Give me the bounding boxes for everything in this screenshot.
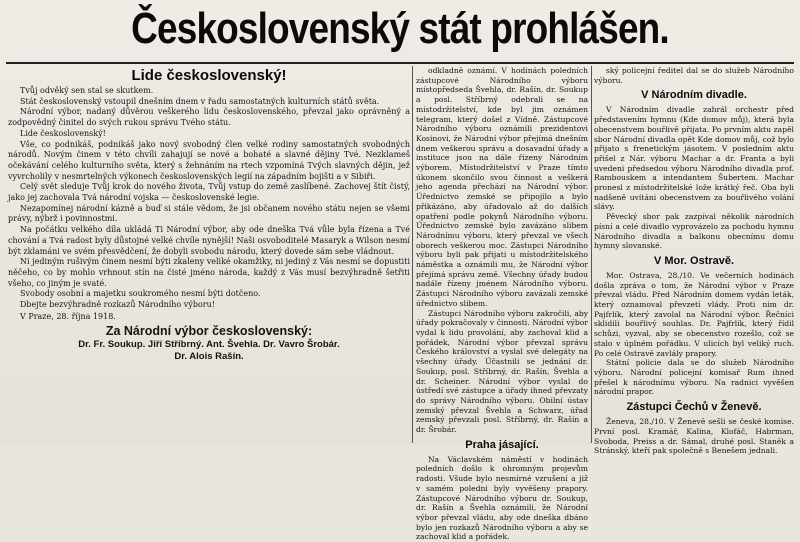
- column-divider: [591, 66, 592, 443]
- column-divider: [412, 66, 413, 443]
- proclamation-paragraph: Na počátku velkého díla ukládá Ti Národní výbor, aby ode dneška Tvá vůle byla řízena a Tvé chování a Tvá radost byly důstojné velké chvíle nynější! Naši osvoboditelé Masaryk a Wilson nesmí být zklamáni ve svém přesvědčení, že dobyli svobodu národu, který dovede sám sebe vládnout.: [8, 225, 410, 256]
- article-paragraph: odkladně oznámí. V hodinách poledních zástupcové Národního výboru místopředseda Švehla, dr. Rašín, dr. Soukup a posl. Stříbrný odebrali se na místodržitelství, kde byl jim oznámen telegram, který došel z Vídně. Zástupcové Národního výboru oznámili prezidentovi Kosinovi, že Národní výbor přejímá dnešním dnem veškerou správu a dosavadní úřady a instituce jsou na dále řízeny Národním výborem. Místodržitelství v Praze tímto úkonem skončilo svou činnost a veškerá jeho agenda přechází na Národní výbor. Úřednictvo zemské se připojilo a bylo přikázáno, aby úřadovalo až do dalších opatření podle pokynů Národního výboru. Úřednictvo zemské bylo zavázáno slibem Národnímu výboru, který převzal ve všech oborech veškerou moc. Zástupci Národního výboru byli pak přijati u místodržitelského náměstka a oznámili mu, že Národní výbor přejímá správu země. Všechny úřady budou nadále řízeny jménem Národního výboru. Zástupci Národního výboru zavázali zemské úřednictvo slibem.: [416, 66, 588, 308]
- article-paragraph: Ženeva, 28./10. V Ženevě sešli se české komise. První posl. Kramář, Kalina, Klofáč, Habrman, Svoboda, Preiss a dr. Sámal, druhé posl. Staněk a Stránský, kteří pak společně s Benešem jednali.: [594, 417, 794, 456]
- proclamation-paragraph: Lide československý!: [20, 128, 106, 138]
- dateline: V Praze, 28. října 1918.: [20, 311, 116, 321]
- proclamation-paragraph: Celý svět sleduje Tvůj krok do nového života, Tvůj vstup do země zaslíbené. Zachovej štít čistý, jako jej zachovala Tvá národní vojska — československé legie.: [8, 182, 410, 203]
- proclamation-paragraph: Ni jediným rušivým činem nesmí býti zkaleny veliké okamžiky, ni jediný z Vás nesmí se dopustiti něčeho, co by mohlo vrhnout stín na čisté jméno národa, každý z Vás musí bezvýhradně šetřiti všeho, co jiným je svaté.: [8, 257, 410, 288]
- proclamation-column: [8, 66, 410, 443]
- proclamation-paragraph: Tvůj odvěký sen stal se skutkem.: [20, 86, 154, 95]
- article-paragraph: Zástupci Národního výboru zakročili, aby úřady pokračovaly v činnosti. Národní výbor vydal k lidu provolání, aby zachoval klid a pořádek, Národní výbor převzal správu Českého království a vyslal své delegáty na všechny úřady. Účastnili se jednání dr. Soukup, posl. Stříbrný, dr. Rašín, Švehla a dr. Scheiner. Národní výbor vyslal do ústředí své zástupce a úřady ihned převzaty do správy Národního výboru. Obilní ústav zemský převzal Švehla a Schwarz, úřad zemský převzali posl. Stříbrný, dr. Rašín a dr. Šrobár.: [416, 308, 588, 435]
- article-paragraph: V Národním divadle zahrál orchestr před představením hymnu (Kde domov můj), která byla obecenstvem bouřlivě přijata. Po prvním aktu zapěl sbor Národní divadla opět Kde domov můj, což bylo přijato s frenetickým jásotem. V posledním aktu přišel z Nár. výboru Machar a dr. Franta a byli uvedeni předsedou výboru Národního divadla prof. Rambouskem a intendantem Šubertem. Machar pronesl z místodržitelské lože krátký řeč. Oba byli nadšeně uvítáni obecenstvem za bouřlivého volání slávy.: [594, 105, 794, 212]
- headline: Československý stát prohlášen.: [131, 4, 669, 53]
- proclamation-paragraph: Svobody osobní a majetku soukromého nesmí býti dotčeno.: [20, 289, 261, 299]
- article-paragraph: Na Václavském náměstí v hodinách poledních došlo k ohromným projevům radosti. Všude bylo nesmírné vzrušení a již v samém poledni byly vyvěšeny prapory. Zástupcové Národního výboru dr. Soukup, dr. Rašín a Švehla oznámili, že Národní výbor převzal vládu, aby ode dneška dbáno bylo jen rozkazů Národního výboru a aby se zachoval klid a pořádek.: [416, 454, 588, 542]
- section-title-zeneva: Zástupci Čechů v Ženevě.: [626, 401, 762, 414]
- headline-rule: [6, 62, 794, 64]
- article-paragraph: Státní policie dala se do služeb Národního výboru. Národní policejní komisař Rum ihned přešel k národnímu výboru. Na radnici vyvěšen národní prapor.: [594, 358, 794, 397]
- signatories-line: Dr. Fr. Soukup. Jiří Stříbrný. Ant. Švehla. Dr. Vavro Šrobár.: [78, 338, 340, 350]
- article-paragraph: Mor. Ostrava, 28./10. Ve večerních hodinách došla zpráva o tom, že Národní výbor v Praze převzal vládu. Před Národním domem vydán leták, který oznamoval převzetí vlády. Proti nim dr. Pajfrlík, který zavolal na Národní výbor. Řečníci sklidili bouřlivý souhlas. Dr. Pajfrlík, který řídil schůzi, vyzval, aby se obecenstvo rozešlo, což se stalo v úplném pořádku. V ulicích byl veliký ruch. Po celé Ostravě zavlály prapory.: [594, 270, 794, 358]
- proclamation-paragraph: Dbejte bezvýhradně rozkazů Národního výboru!: [20, 300, 215, 310]
- section-title-ostrava: V Mor. Ostravě.: [653, 254, 735, 267]
- section-title-praha: Praha jásající.: [465, 438, 539, 451]
- proclamation-title: Lide československý!: [131, 67, 287, 84]
- proclamation-paragraph: Stát československý vstoupil dnešním dnem v řadu samostatných kulturních států světa.: [20, 96, 380, 106]
- proclamation-paragraph: Nezapomínej národní kázně a buď si stále vědom, že jsi občanem nového státu nejen se všemi právy, nýbrž i povinnostmi.: [8, 203, 410, 224]
- proclamation-paragraph: Vše, co podnikáš, podnikáš jako nový svobodný člen velké rodiny samostatných svobodných národů. Novým činem v této chvíli zahajují se nové a bohaté a slavné dějiny Tvé. Nezklameš očekávání celého kulturního světa, který s žehnáním na rtech vzpomíná Tvých slavných dějin, jež vyvrcholily v nesmrtelných výkonech československých legií na západním bojišti a v Sibiři.: [8, 139, 410, 181]
- news-column-middle: [416, 66, 588, 542]
- section-title-divadlo: V Národním divadle.: [641, 89, 747, 102]
- proclamation-paragraph: Národní výbor, nadaný důvěrou veškerého lidu československého, převzal jako oprávněný a zodpovědný činitel do svých rukou správu Tvého státu.: [8, 107, 410, 128]
- article-paragraph: ský policejní ředitel dal se do služeb Národního výboru.: [594, 66, 794, 85]
- signature-title: Za Národní výbor československý:: [105, 323, 313, 338]
- article-paragraph: Pěvecký sbor pak zazpíval několik národních písní a celé divadlo vyprovázelo za pochodu hymnu Národního divadla a balkonu obecnímu domu hymny slovanské.: [594, 212, 794, 251]
- news-column-right: [594, 66, 794, 456]
- signatories-line: Dr. Alois Rašín.: [174, 351, 244, 363]
